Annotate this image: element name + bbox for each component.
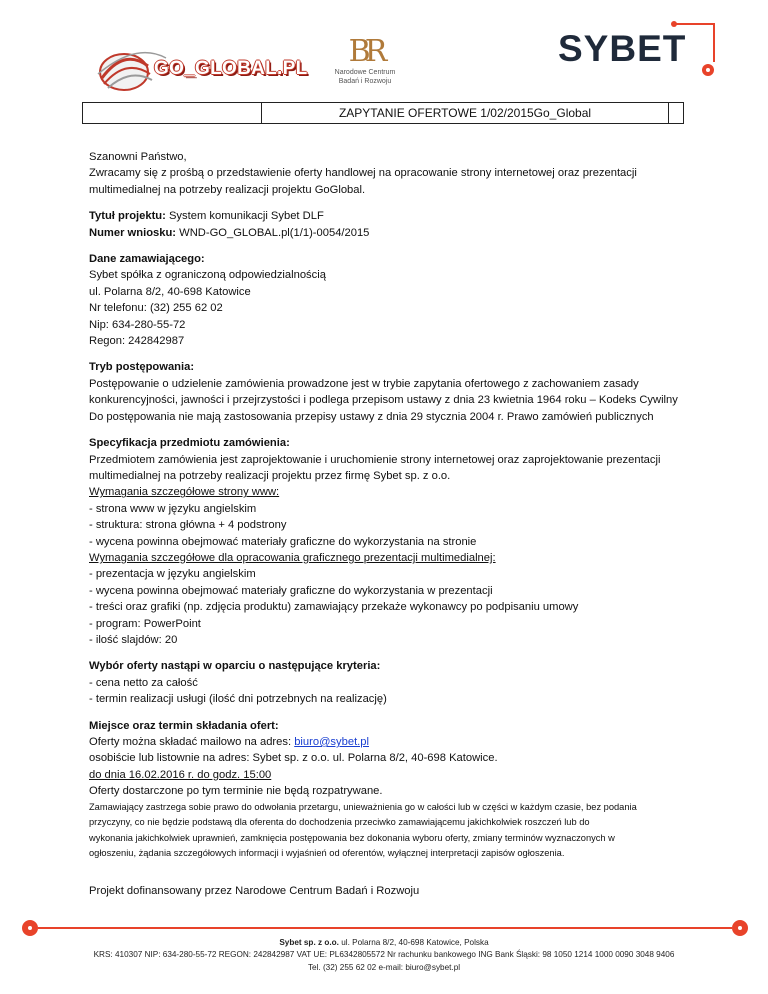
footer-registry-line: KRS: 410307 NIP: 634-280-55-72 REGON: 242842987 VAT UE: PL6342805572 Nr rachunku bankowego ING Bank Śląski: 98 1050 1214 1000 0090 3048 9406 — [93, 950, 675, 960]
orderer-line: Nip: 634-280-55-72 — [89, 318, 186, 331]
ncbr-logo-line-1: Narodowe Centrum — [334, 69, 396, 76]
presentation-requirements-heading: Wymagania szczegółowe dla opracowania graficznego prezentacji multimedialnej: — [89, 551, 496, 564]
submission-address-line: osobiście lub listownie na adres: Sybet sp. z o.o. ul. Polarna 8/2, 40-698 Katowice. — [89, 752, 498, 765]
footer — [0, 937, 768, 974]
footer-company-address: ul. Polarna 8/2, 40-698 Katowice, Polska — [338, 938, 489, 947]
go-global-logo — [96, 44, 308, 94]
spec-line: multimedialnej na potrzeby realizacji projektu przez firmę Sybet sp. z o.o. — [89, 469, 451, 482]
spec-line: Przedmiotem zamówienia jest zaprojektowanie i uruchomienie strony internetowej oraz zaprojektowanie prezentacji — [89, 453, 661, 466]
document-body — [89, 149, 709, 862]
ncbr-logo-mark: BR — [348, 34, 382, 69]
project-title-label: Tytuł projektu: — [89, 210, 166, 223]
submission-email-line — [89, 734, 709, 750]
greeting: Szanowni Państwo, — [89, 151, 187, 163]
orderer-line: ul. Polarna 8/2, 40-698 Katowice — [89, 285, 251, 298]
www-requirement-item: - wycena powinna obejmować materiały graficzne do wykorzystania na stronie — [89, 535, 477, 548]
www-requirement-item: - struktura: strona główna + 4 podstrony — [89, 519, 287, 532]
title-box-right-cell — [668, 103, 683, 123]
presentation-requirement-item: - wycena powinna obejmować materiały graficzne do wykorzystania w prezentacji — [89, 584, 493, 597]
project-number-value: WND-GO_GLOBAL.pl(1/1)-0054/2015 — [176, 226, 370, 239]
submission-deadline: do dnia 16.02.2016 r. do godz. 15:00 — [89, 768, 272, 781]
submission-heading: Miejsce oraz termin składania ofert: — [89, 719, 279, 732]
email-link[interactable]: biuro@sybet.pl — [294, 736, 369, 748]
spec-heading: Specyfikacja przedmiotu zamówienia: — [89, 437, 290, 450]
document-title: ZAPYTANIE OFERTOWE 1/02/2015Go_Global — [338, 106, 592, 120]
procedure-line: Do postępowania nie mają zastosowania przepisy ustawy z dnia 29 stycznia 2004 r. Prawo zamówień publicznych — [89, 410, 654, 423]
ncbr-logo-line-2: Badań i Rozwoju — [338, 78, 392, 85]
presentation-requirement-item: - program: PowerPoint — [89, 617, 201, 630]
title-box-left-cell — [83, 103, 262, 123]
ncbr-logo — [328, 36, 402, 96]
project-number — [89, 225, 709, 241]
www-requirements-heading: Wymagania szczegółowe strony www: — [89, 486, 280, 499]
submission-email-prefix: Oferty można składać mailowo na adres: — [89, 736, 295, 748]
footer-company-name: Sybet sp. z o.o. — [279, 938, 339, 947]
disclaimer-line: Zamawiający zastrzega sobie prawo do odwołania przetargu, unieważnienia go w całości lub w części w każdym czasie, bez podania — [89, 801, 637, 812]
criteria-item: - cena netto za całość — [89, 676, 198, 689]
project-title-value: System komunikacji Sybet DLF — [165, 210, 324, 223]
orderer-line: Regon: 242842987 — [89, 335, 185, 348]
disclaimer-line: ogłoszeniu, żądania szczegółowych informacji i wyjaśnień od oferentów, wyłącznej interpretacji zapisów ogłoszenia. — [89, 848, 565, 859]
footer-divider — [20, 919, 750, 937]
procedure-line: Postępowanie o udzielenie zamówienia prowadzone jest w trybie zapytania ofertowego z zachowaniem zasady — [89, 377, 639, 390]
late-offers-note: Oferty dostarczone po tym terminie nie będą rozpatrywane. — [89, 785, 383, 798]
procedure-line: konkurencyjności, jawności i przejrzystości i podlega przepisom ustawy z dnia 23 kwietnia 1964 roku – Kodeks Cywilny — [89, 394, 678, 407]
intro-line: Zwracamy się z prośbą o przedstawienie oferty handlowej na opracowanie strony internetowej oraz prezentacji — [89, 167, 637, 180]
project-title — [89, 208, 709, 224]
footer-contact-line: Tel. (32) 255 62 02 e-mail: biuro@sybet.pl — [307, 962, 461, 972]
intro-line: multimedialnej na potrzeby realizacji projektu GoGlobal. — [89, 183, 366, 196]
disclaimer-line: przyczyny, co nie będzie podstawą dla oferenta do dochodzenia przeciwko zamawiającemu jakichkolwiek roszczeń lub do — [89, 817, 590, 828]
project-number-label: Numer wniosku: — [89, 226, 177, 239]
presentation-requirement-item: - ilość slajdów: 20 — [89, 633, 178, 646]
orderer-line: Nr telefonu: (32) 255 62 02 — [89, 302, 223, 315]
go-global-logo-text: GO_GLOBAL.PL — [154, 58, 308, 79]
criteria-item: - termin realizacji usługi (ilość dni potrzebnych na realizację) — [89, 693, 387, 706]
orderer-heading: Dane zamawiającego: — [89, 253, 205, 266]
criteria-heading: Wybór oferty nastąpi w oparciu o następujące kryteria: — [89, 660, 381, 673]
sybet-logo — [558, 20, 728, 80]
orderer-line: Sybet spółka z ograniczoną odpowiedzialnością — [89, 269, 326, 282]
sybet-logo-text: SYBET — [558, 28, 687, 69]
presentation-requirement-item: - treści oraz grafiki (np. zdjęcia produktu) zamawiający przekaże wykonawcy po podpisaniu umowy — [89, 601, 579, 614]
funding-note: Projekt dofinansowany przez Narodowe Centrum Badań i Rozwoju — [89, 885, 420, 897]
procedure-heading: Tryb postępowania: — [89, 361, 195, 374]
presentation-requirement-item: - prezentacja w języku angielskim — [89, 568, 256, 581]
footer-company-line — [0, 937, 768, 949]
title-box — [82, 102, 684, 124]
disclaimer-line: wykonania jakichkolwiek uprawnień, zamknięcia postępowania bez dokonania wyboru oferty, zmiany terminów wyznaczonych w — [89, 832, 615, 843]
www-requirement-item: - strona www w języku angielskim — [89, 502, 257, 515]
